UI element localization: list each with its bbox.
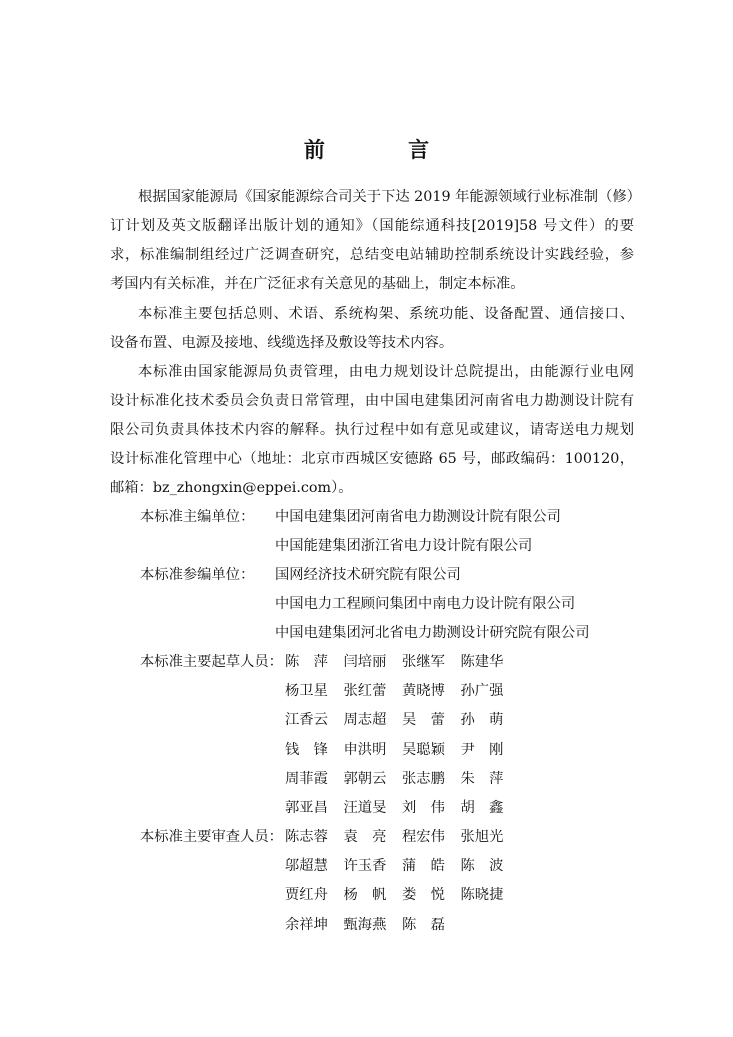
text-line: 限公司负责具体技术内容的解释。执行过程中如有意见或建议，请寄送电力规划 bbox=[110, 422, 634, 438]
person-name: 江香云 bbox=[285, 712, 328, 729]
person-name: 陈 波 bbox=[460, 858, 504, 875]
text-line: 根据国家能源局《国家能源综合司关于下达 2019 年能源领域行业标准制（修） bbox=[138, 189, 641, 205]
chief-editor-unit: 中国能建集团浙江省电力设计院有限公司 bbox=[275, 538, 533, 554]
chief-editor-unit: 中国电建集团河南省电力勘测设计院有限公司 bbox=[275, 509, 561, 525]
person-name: 吴聪颖 bbox=[402, 741, 445, 758]
person-name: 张红蕾 bbox=[343, 683, 387, 700]
participating-unit: 中国电力工程顾问集团中南电力设计院有限公司 bbox=[275, 596, 576, 612]
person-name: 申洪明 bbox=[343, 741, 387, 758]
paragraph-management bbox=[110, 358, 634, 503]
person-name: 周志超 bbox=[343, 712, 387, 729]
reviewers-list bbox=[285, 823, 519, 940]
text-line: 本标准由国家能源局负责管理，由电力规划设计总院提出，由能源行业电网 bbox=[138, 364, 634, 380]
person-name: 孙广强 bbox=[460, 683, 504, 700]
name-row bbox=[285, 706, 519, 735]
drafters-label: 本标准主要起草人员： bbox=[140, 654, 283, 670]
chief-editor-label: 本标准主编单位： bbox=[140, 509, 255, 525]
person-name: 张继军 bbox=[402, 654, 445, 670]
person-name: 孙 萌 bbox=[460, 712, 504, 729]
person-name: 邬超慧 bbox=[285, 858, 328, 875]
paragraph-contents bbox=[110, 300, 634, 358]
participating-label: 本标准参编单位： bbox=[140, 567, 255, 583]
name-row bbox=[285, 794, 519, 823]
name-row bbox=[285, 677, 519, 706]
person-name: 许玉香 bbox=[343, 858, 387, 875]
person-name: 甄海燕 bbox=[343, 916, 387, 933]
person-name: 陈 磊 bbox=[402, 916, 445, 933]
person-name: 陈晓捷 bbox=[460, 887, 504, 904]
person-name: 朱 萍 bbox=[460, 770, 504, 787]
person-name: 杨 帆 bbox=[343, 887, 387, 904]
person-name: 程宏伟 bbox=[402, 829, 445, 845]
person-name: 贾红舟 bbox=[285, 887, 328, 904]
text-line: 设计标准化管理中心（地址：北京市西城区安德路 65 号，邮政编码：100120， bbox=[110, 451, 634, 467]
name-row bbox=[285, 765, 519, 794]
name-row bbox=[285, 881, 519, 910]
participating-unit: 国网经济技术研究院有限公司 bbox=[275, 567, 461, 583]
name-row bbox=[285, 648, 519, 677]
drafters-list bbox=[285, 648, 519, 823]
person-name: 黄晓博 bbox=[402, 683, 445, 700]
person-name: 陈建华 bbox=[460, 654, 504, 670]
person-name: 钱 锋 bbox=[285, 741, 328, 758]
text-line: 设计标准化技术委员会负责日常管理，由中国电建集团河南省电力勘测设计院有 bbox=[110, 393, 634, 409]
person-name: 汪道旻 bbox=[343, 799, 387, 816]
person-name: 余祥坤 bbox=[285, 916, 328, 933]
name-row bbox=[285, 736, 519, 765]
person-name: 郭亚昌 bbox=[285, 799, 328, 816]
person-name: 闫培丽 bbox=[343, 654, 387, 670]
text-line: 求，标准编制组经过广泛调查研究，总结变电站辅助控制系统设计实践经验，参 bbox=[110, 247, 634, 263]
name-row bbox=[285, 911, 519, 940]
email-line: 邮箱：bz_zhongxin@eppei.com）。 bbox=[110, 480, 353, 496]
person-name: 胡 鑫 bbox=[460, 799, 504, 816]
page-title: 前 言 bbox=[303, 138, 468, 162]
text-line: 本标准主要包括总则、术语、系统构架、系统功能、设备配置、通信接口、 bbox=[138, 306, 634, 322]
name-row bbox=[285, 823, 519, 852]
paragraph-notice bbox=[110, 183, 641, 299]
participating-unit: 中国电建集团河北省电力勘测设计研究院有限公司 bbox=[275, 625, 590, 641]
person-name: 杨卫星 bbox=[285, 683, 328, 700]
person-name: 刘 伟 bbox=[402, 799, 445, 816]
name-row bbox=[285, 852, 519, 881]
person-name: 陈 萍 bbox=[285, 654, 328, 670]
person-name: 周菲霞 bbox=[285, 770, 328, 787]
text-line: 设备布置、电源及接地、线缆选择及敷设等技术内容。 bbox=[110, 335, 454, 351]
person-name: 张志鹏 bbox=[402, 770, 445, 787]
text-line: 考国内有关标准，并在广泛征求有关意见的基础上，制定本标准。 bbox=[110, 276, 525, 292]
person-name: 娄 悦 bbox=[402, 887, 445, 904]
person-name: 吴 蕾 bbox=[402, 712, 445, 729]
person-name: 郭朝云 bbox=[343, 770, 387, 787]
person-name: 袁 亮 bbox=[343, 829, 387, 845]
person-name: 陈志蓉 bbox=[285, 829, 328, 845]
text-line: 订计划及英文版翻译出版计划的通知》（国能综通科技[2019]58 号文件）的要 bbox=[110, 218, 634, 234]
person-name: 蒲 皓 bbox=[402, 858, 445, 875]
reviewers-label: 本标准主要审查人员： bbox=[140, 829, 283, 845]
person-name: 尹 刚 bbox=[460, 741, 504, 758]
person-name: 张旭光 bbox=[460, 829, 504, 845]
